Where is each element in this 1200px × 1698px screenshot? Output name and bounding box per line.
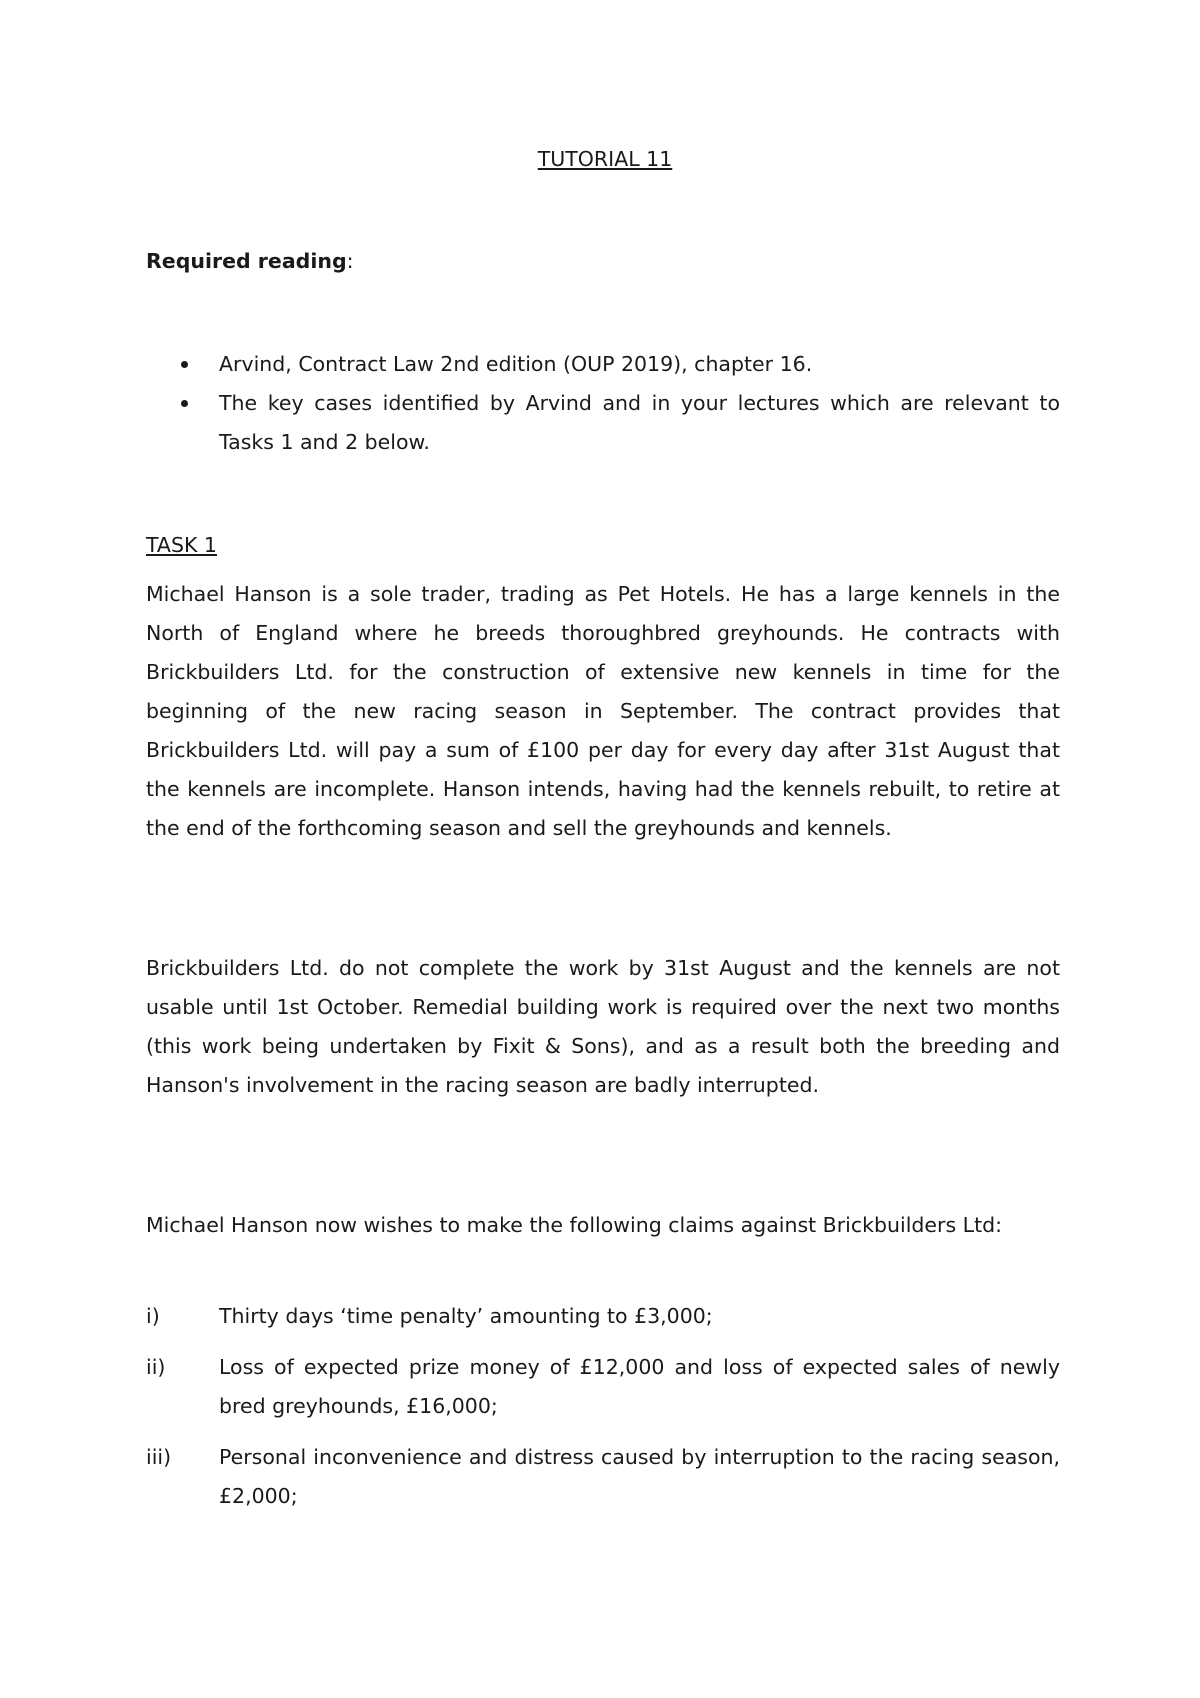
claim-item <box>146 1438 1060 1516</box>
claim-item <box>146 1348 1060 1426</box>
page-title: TUTORIAL 11 <box>537 147 673 171</box>
claim-text: Personal inconvenience and distress caused by interruption to the racing season, £2,000; <box>219 1445 1060 1508</box>
reading-list-item <box>146 384 1060 462</box>
reading-list-item <box>146 345 1060 384</box>
task-paragraph: Brickbuilders Ltd. do not complete the work by 31st August and the kennels are not usable until 1st October. Remedial building work is required over the next two months (this work being undertaken by Fixit & Sons), and as a result both the breeding and Hanson's involvement in the racing season are badly interrupted. <box>146 956 1060 1097</box>
claim-number: iii) <box>146 1445 172 1469</box>
reading-item-text: Arvind, Contract Law 2nd edition (OUP 2019), chapter 16. <box>219 352 813 376</box>
required-reading-heading <box>146 246 1060 276</box>
claim-item <box>146 1297 1060 1336</box>
claim-text: Loss of expected prize money of £12,000 and loss of expected sales of newly bred greyhounds, £16,000; <box>219 1355 1060 1418</box>
required-reading-colon: : <box>346 249 354 273</box>
claim-number: ii) <box>146 1355 166 1379</box>
bullet-icon <box>181 400 188 407</box>
claims-list <box>146 1297 1060 1516</box>
reading-list <box>146 345 1060 462</box>
task-paragraph: Michael Hanson now wishes to make the following claims against Brickbuilders Ltd: <box>146 1213 1003 1237</box>
reading-item-text: The key cases identified by Arvind and in your lectures which are relevant to Tasks 1 and 2 below. <box>219 391 1060 454</box>
bullet-icon <box>181 361 188 368</box>
task-heading: TASK 1 <box>146 533 217 557</box>
claim-number: i) <box>146 1304 160 1328</box>
task-paragraph: Michael Hanson is a sole trader, trading as Pet Hotels. He has a large kennels in the North of England where he breeds thoroughbred greyhounds. He contracts with Brickbuilders Ltd. for the construction of extensive new kennels in time for the beginning of the new racing season in September. The contract provides that Brickbuilders Ltd. will pay a sum of £100 per day for every day after 31st August that the kennels are incomplete. Hanson intends, having had the kennels rebuilt, to retire at the end of the forthcoming season and sell the greyhounds and kennels. <box>146 582 1060 840</box>
claim-text: Thirty days ‘time penalty’ amounting to £3,000; <box>219 1304 713 1328</box>
required-reading-label: Required reading <box>146 249 347 273</box>
